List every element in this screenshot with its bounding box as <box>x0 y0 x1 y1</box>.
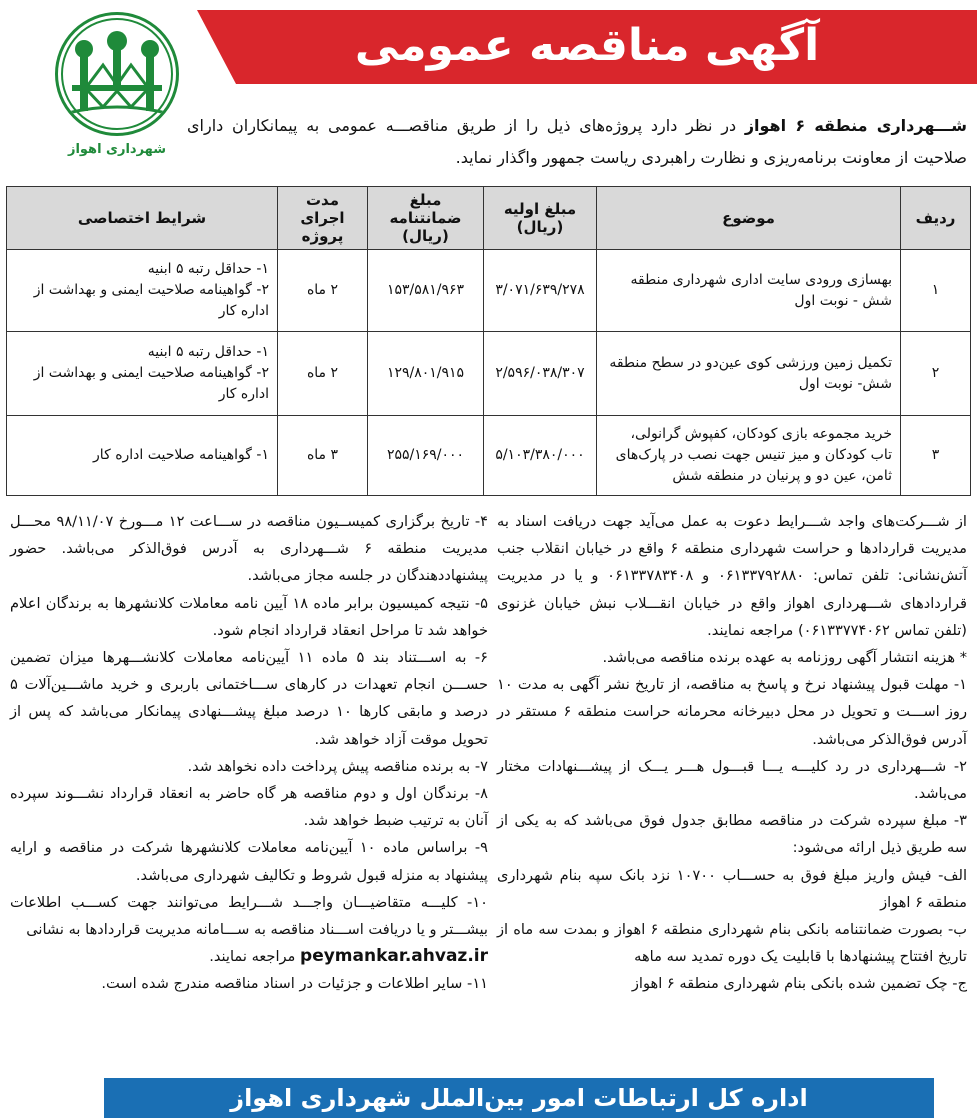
col-header-idx: ردیف <box>901 187 971 250</box>
logo-caption: شهرداری اهواز <box>67 142 167 157</box>
logo-emblem-icon <box>55 12 179 136</box>
condition-item: ۲- گواهینامه صلاحیت ایمنی و بهداشت از اداره کار <box>33 365 269 402</box>
table-row <box>7 332 971 416</box>
cell-guarantee: ۱۵۳/۵۸۱/۹۶۳ <box>368 250 484 332</box>
cell-idx: ۳ <box>901 416 971 496</box>
intro-text: در نظر دارد پروژه‌های ذیل را از طریق مناقصـــه عمومی به پیمانکاران دارای صلاحیت از معاونت برنامه‌ریزی و نظارت راهبردی ریاست جمهور واگذار نماید. <box>187 116 967 167</box>
cell-conditions <box>7 332 278 416</box>
website-line <box>10 943 488 970</box>
cell-subject: تکمیل زمین ورزشی کوی عین‌دو در سطح منطقه شش- نوبت اول <box>597 332 901 416</box>
terms-paragraph: ۷- به برنده مناقصه پیش پرداخت داده نخواهد شد. <box>187 757 488 775</box>
website-link[interactable]: peymankar.ahvaz.ir <box>300 946 488 967</box>
terms-paragraph: * هزینه انتشار آگهی روزنامه به عهده برنده مناقصه می‌باشد. <box>602 649 967 667</box>
terms-paragraph: ج- چک تضمین شده بانکی بنام شهرداری منطقه ۶ اهواز <box>631 975 967 993</box>
cell-initial: ۳/۰۷۱/۶۳۹/۲۷۸ <box>484 250 597 332</box>
footer-banner: اداره کل ارتباطات امور بین‌الملل شهرداری اهواز <box>104 1078 934 1118</box>
col-header-initial: مبلغ اولیه (ریال) <box>484 187 597 250</box>
cell-subject: خرید مجموعه بازی کودکان، کفپوش گرانولی، تاب کودکان و میز تنیس جهت نصب در پارک‌های ثامن، عین دو و پرنیان در منطقه شش <box>597 416 901 496</box>
municipality-logo <box>38 12 196 172</box>
intro-bold: شـــهرداری منطقه ۶ اهواز <box>744 116 968 135</box>
col-header-guarantee: مبلغ ضمانتنامه (ریال) <box>368 187 484 250</box>
terms-paragraph: ۵- نتیجه کمیسیون برابر ماده ۱۸ آیین نامه معاملات کلانشهرها به برندگان اعلام خواهد شد تا مراحل انعقاد قرارداد انجام شود. <box>10 594 488 639</box>
table-row <box>7 416 971 496</box>
terms-paragraph: ۲- شـــهرداری در رد کلیـــه یـــا قبـــول هـــر یـــک از پیشـــنهادات مختار می‌باشد. <box>497 757 967 803</box>
cell-guarantee: ۱۲۹/۸۰۱/۹۱۵ <box>368 332 484 416</box>
terms-paragraph: ۸- برندگان اول و دوم مناقصه هر گاه حاضر به انعقاد قرارداد نشـــوند سپرده آنان به ترتیب ضبط خواهد شد. <box>10 785 488 830</box>
col-header-conditions: شرایط اختصاصی <box>7 187 278 250</box>
terms-paragraph: ۹- براساس ماده ۱۰ آیین‌نامه معاملات کلانشهرها شرکت در مناقصه و ارایه پیشنهاد به منزله قبول شروط و تکالیف شهرداری می‌باشد. <box>10 839 489 884</box>
terms-paragraph: ۱- مهلت قبول پیشنهاد نرخ و پاسخ به مناقصه، از تاریخ نشر آگهی به مدت ۱۰ روز اســـت و تحویل در محل دبیرخانه محرمانه حراست منطقه ۶ مستقر در آدرس فوق‌الذکر می‌باشد. <box>497 676 968 748</box>
tender-table <box>6 186 971 496</box>
cell-duration: ۳ ماه <box>278 416 368 496</box>
intro-paragraph <box>187 110 967 174</box>
terms-paragraph: از شـــرکت‌های واجد شـــرایط دعوت به عمل می‌آید جهت دریافت اسناد به مدیریت قراردادها و حراست شهرداری منطقه ۶ واقع در خیابان انقلاب جنب آتش‌نشانی: تلفن تماس: ۰۶۱۳۳۷۹۲۸۸۰ و ۰۶۱۳۳۷۸۳۴۰۸ و یا در مدیریت قراردادهای شـــهرداری اهواز واقع در خیابان انقـــلاب نبش خیابان غزنوی (تلفن تماس ۰۶۱۳۳۷۷۴۰۶۲) مراجعه نمایند. <box>497 513 967 639</box>
terms-paragraph: ۴- تاریخ برگزاری کمیســیون مناقصه در ســـاعت ۱۲ مـــورخ ۹۸/۱۱/۰۷ محـــل مدیریت منطقه ۶ شـــهرداری به آدرس فوق‌الذکر می‌باشد. حضور پیشنهاددهندگان در جلسه مجاز می‌باشد. <box>10 513 488 585</box>
col-header-duration: مدت اجرای پروژه <box>278 187 368 250</box>
col-header-subject: موضوع <box>597 187 901 250</box>
condition-item: ۱- گواهینامه صلاحیت اداره کار <box>93 447 269 463</box>
cell-duration: ۲ ماه <box>278 332 368 416</box>
cell-idx: ۲ <box>901 332 971 416</box>
table-header-row <box>7 187 971 250</box>
cell-initial: ۵/۱۰۳/۳۸۰/۰۰۰ <box>484 416 597 496</box>
cell-initial: ۲/۵۹۶/۰۳۸/۳۰۷ <box>484 332 597 416</box>
cell-duration: ۲ ماه <box>278 250 368 332</box>
cell-guarantee: ۲۵۵/۱۶۹/۰۰۰ <box>368 416 484 496</box>
terms-left-column <box>10 508 488 1074</box>
condition-item: ۱- حداقل رتبه ۵ ابنیه <box>147 261 269 277</box>
terms-paragraph: ب- بصورت ضمانتنامه بانکی بنام شهرداری منطقه ۶ اهواز و بمدت سه ماه از تاریخ افتتاح پیشنهادها با قابلیت یک دوره تمدید سه ماهه <box>497 921 967 966</box>
cell-conditions <box>7 250 278 332</box>
website-suffix: مراجعه نمایند. <box>209 948 301 966</box>
cell-conditions <box>7 416 278 496</box>
terms-paragraph: ۶- به اســـتناد بند ۵ ماده ۱۱ آیین‌نامه معاملات کلانشـــهرها میزان تضمین حســـن انجام تعهدات در کارهای ســـاختمانی باربری و خرید ماشـــین‌آلات ۵ درصد و مابقی کارها ۱۰ درصد مبلغ پیشـــنهادی پیمانکار می‌باشد که پس از تحویل موقت آزاد خواهد شد. <box>10 649 488 748</box>
cell-subject: بهسازی ورودی سایت اداری شهرداری منطقه شش - نوبت اول <box>597 250 901 332</box>
table-row <box>7 250 971 332</box>
terms-paragraph: ۱۱- سایر اطلاعات و جزئیات در اسناد مناقصه مندرج شده است. <box>101 975 488 993</box>
cell-idx: ۱ <box>901 250 971 332</box>
page-title: آگهی مناقصه عمومی <box>354 20 820 71</box>
condition-item: ۱- حداقل رتبه ۵ ابنیه <box>147 344 269 360</box>
terms-right-column <box>497 508 967 1074</box>
terms-paragraph: الف- فیش واریز مبلغ فوق به حســـاب ۱۰۷۰۰ نزد بانک سپه بنام شهرداری منطقه ۶ اهواز <box>497 866 967 911</box>
condition-item: ۲- گواهینامه صلاحیت ایمنی و بهداشت از اداره کار <box>33 282 269 319</box>
terms-paragraph: ۱۰- کلیـــه متقاضیـــان واجـــد شـــرایط می‌توانند جهت کســـب اطلاعات بیشـــتر و یا دریافت اســـناد مناقصه به ســـامانه مدیریت قراردادها به نشانی <box>10 893 488 939</box>
terms-paragraph: ۳- مبلغ سپرده شرکت در مناقصه مطابق جدول فوق می‌باشد که به یکی از سه طریق ذیل ارائه می‌شود: <box>497 812 967 857</box>
